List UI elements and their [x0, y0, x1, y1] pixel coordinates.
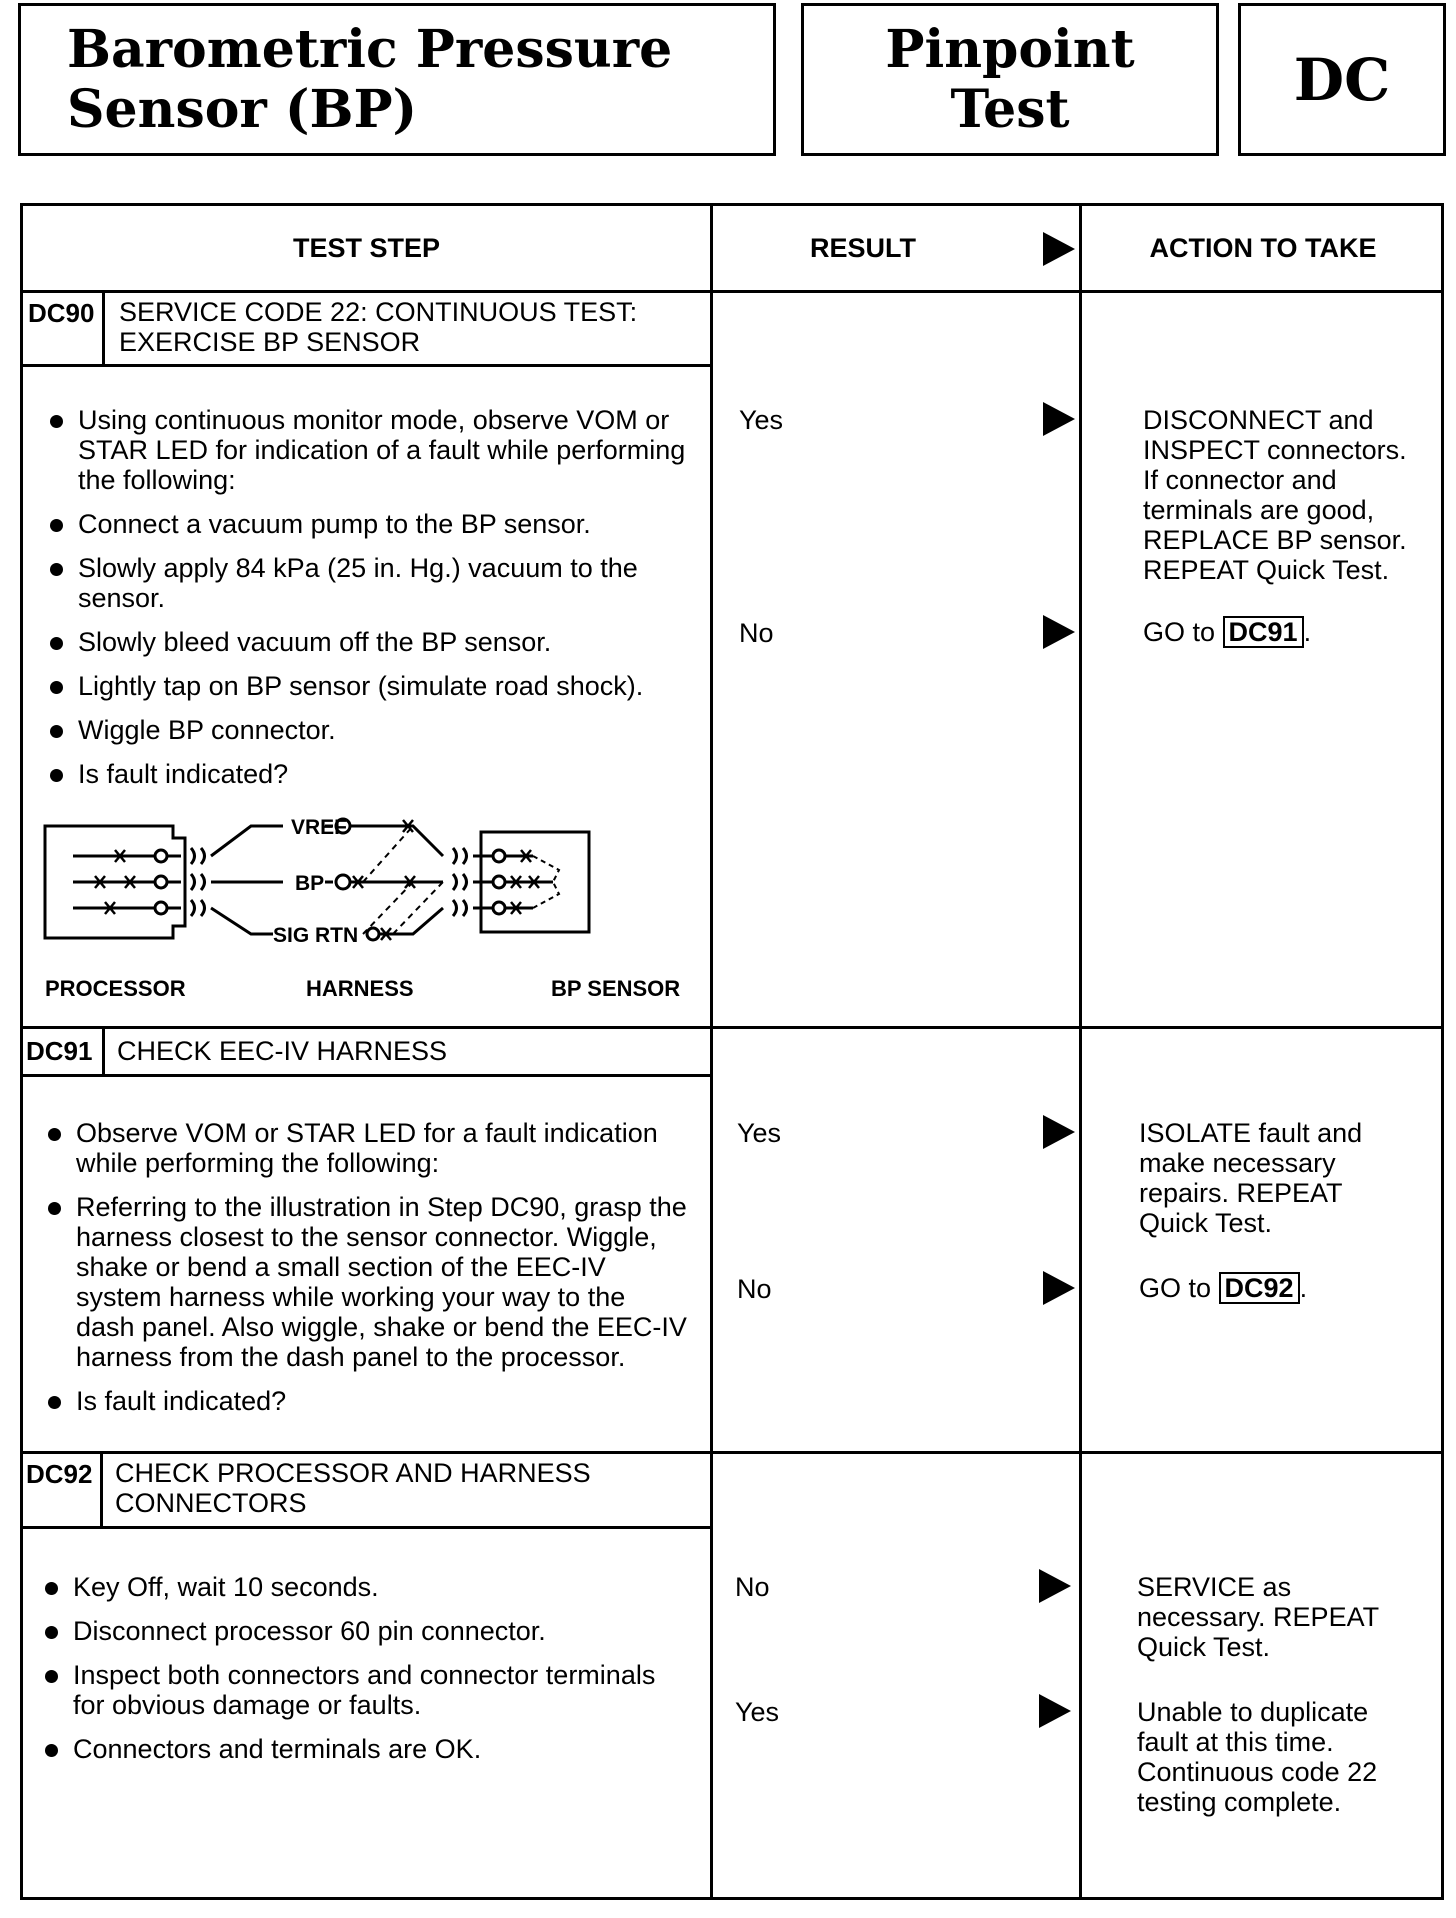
dc90-result-yes: Yes	[739, 405, 784, 435]
dc90-result-no: No	[739, 618, 774, 648]
test-type-line1: Pinpoint	[885, 19, 1135, 80]
dc90-yes-arrow-icon	[1043, 402, 1075, 436]
dc92-title-line1: CHECK PROCESSOR AND HARNESS	[115, 1458, 591, 1488]
dc91-no-arrow-icon	[1043, 1271, 1075, 1305]
dc90-title	[119, 297, 637, 357]
action-line: testing complete.	[1137, 1787, 1342, 1817]
test-type-line2: Test	[950, 79, 1070, 140]
action-line: necessary. REPEAT	[1137, 1602, 1380, 1632]
dc90-title-underline	[23, 364, 710, 367]
list-item: Observe VOM or STAR LED for a fault indication while performing the following:	[46, 1118, 691, 1178]
dc90-code-divider	[102, 290, 105, 367]
dc91-bottom-divider	[23, 1451, 1441, 1454]
label-bp-sensor: BP SENSOR	[551, 976, 681, 1001]
dc91-yes-arrow-icon	[1043, 1115, 1075, 1149]
action-line: Continuous code 22	[1137, 1757, 1378, 1787]
action-line: repairs. REPEAT	[1139, 1178, 1343, 1208]
wiring-diagram	[33, 816, 703, 966]
title-line1: Barometric Pressure	[67, 19, 673, 80]
title-line2: Sensor (BP)	[67, 79, 418, 140]
action-line: If connector and	[1143, 465, 1337, 495]
action-line: terminals are good,	[1143, 495, 1375, 525]
col-arrow-icon	[1043, 232, 1075, 266]
dc92-result-no: No	[735, 1572, 770, 1602]
action-line: SERVICE as	[1137, 1572, 1292, 1602]
col-result: RESULT	[810, 232, 916, 263]
dc92-code-divider	[100, 1451, 103, 1529]
section-code: DC	[1293, 46, 1391, 114]
list-item: Slowly bleed vacuum off the BP sensor.	[48, 627, 688, 657]
action-line: ISOLATE fault and	[1139, 1118, 1363, 1148]
goto-text: GO to	[1143, 617, 1216, 647]
col-action: ACTION TO TAKE	[1149, 232, 1377, 263]
dc90-action-yes	[1143, 405, 1443, 585]
page-title	[67, 20, 672, 140]
dc91-title: CHECK EEC-IV HARNESS	[117, 1036, 448, 1066]
dc91-title-underline	[23, 1074, 710, 1077]
action-line: REPEAT Quick Test.	[1143, 555, 1390, 585]
dc92-title	[115, 1458, 591, 1518]
action-line: DISCONNECT and	[1143, 405, 1374, 435]
list-item: Inspect both connectors and connector terminals for obvious damage or faults.	[43, 1660, 663, 1720]
header-underline	[23, 290, 1441, 293]
dc92-action-yes	[1137, 1697, 1437, 1817]
col-test-step: TEST STEP	[292, 232, 441, 263]
dc92-bullets	[43, 1572, 663, 1778]
list-item: Connect a vacuum pump to the BP sensor.	[48, 509, 688, 539]
action-line: REPLACE BP sensor.	[1143, 525, 1407, 555]
action-line: fault at this time.	[1137, 1727, 1334, 1757]
list-item: Slowly apply 84 kPa (25 in. Hg.) vacuum to the sensor.	[48, 553, 688, 613]
dc91-code-divider	[102, 1026, 105, 1076]
list-item: Key Off, wait 10 seconds.	[43, 1572, 663, 1602]
wire-label-vref: VREF	[291, 816, 348, 839]
dc90-action-no	[1143, 616, 1443, 648]
dc91-action-no	[1139, 1272, 1439, 1304]
list-item: Lightly tap on BP sensor (simulate road shock).	[48, 671, 688, 701]
test-type	[804, 20, 1216, 140]
dc91-action-yes	[1139, 1118, 1439, 1238]
dc90-code: DC90	[28, 298, 95, 328]
dc90-title-line2: EXERCISE BP SENSOR	[119, 327, 421, 357]
dc92-code: DC92	[26, 1459, 93, 1489]
col-divider-2	[1079, 206, 1082, 1897]
dc92-title-line2: CONNECTORS	[115, 1488, 307, 1518]
dc91-bullets	[46, 1118, 691, 1430]
list-item: Disconnect processor 60 pin connector.	[43, 1616, 663, 1646]
action-line: Quick Test.	[1137, 1632, 1271, 1662]
list-item: Is fault indicated?	[46, 1386, 691, 1416]
goto-text: GO to	[1139, 1273, 1212, 1303]
dc92-no-arrow-icon	[1039, 1569, 1071, 1603]
dc92-yes-arrow-icon	[1039, 1694, 1071, 1728]
test-table	[20, 203, 1444, 1900]
dc92-result-yes: Yes	[735, 1697, 780, 1727]
dc92-action-no	[1137, 1572, 1437, 1662]
col-divider-1	[710, 206, 713, 1897]
title-box	[18, 3, 776, 156]
dc91-code: DC91	[26, 1036, 93, 1066]
goto-dc91-link[interactable]: DC91	[1223, 616, 1304, 648]
action-line: Quick Test.	[1139, 1208, 1273, 1238]
test-type-box	[801, 3, 1219, 156]
goto-dc92-link[interactable]: DC92	[1219, 1272, 1300, 1304]
dc92-title-underline	[23, 1526, 710, 1529]
dc90-title-line1: SERVICE CODE 22: CONTINUOUS TEST:	[119, 297, 638, 327]
goto-suffix: .	[1299, 1273, 1308, 1303]
dc91-result-yes: Yes	[737, 1118, 782, 1148]
wire-label-sig-rtn: SIG RTN	[273, 924, 359, 947]
code-box	[1238, 3, 1446, 156]
action-line: INSPECT connectors.	[1143, 435, 1407, 465]
label-harness: HARNESS	[306, 976, 414, 1001]
list-item: Wiggle BP connector.	[48, 715, 688, 745]
wire-label-bp: BP	[295, 872, 325, 895]
goto-suffix: .	[1303, 617, 1312, 647]
action-line: Unable to duplicate	[1137, 1697, 1369, 1727]
dc90-bottom-divider	[23, 1026, 1441, 1029]
list-item: Using continuous monitor mode, observe VOM or STAR LED for indication of a fault while performing the following:	[48, 405, 688, 495]
list-item: Connectors and terminals are OK.	[43, 1734, 663, 1764]
dc91-result-no: No	[737, 1274, 772, 1304]
label-processor: PROCESSOR	[45, 976, 186, 1001]
action-line: make necessary	[1139, 1148, 1336, 1178]
dc90-bullets	[48, 405, 688, 803]
list-item: Referring to the illustration in Step DC90, grasp the harness closest to the sensor connector. Wiggle, shake or bend a small section of the EEC-IV system harness while working your way to the dash panel. Also wiggle, shake or bend the EEC-IV harness from the dash panel to the processor.	[46, 1192, 691, 1372]
dc90-no-arrow-icon	[1043, 615, 1075, 649]
list-item: Is fault indicated?	[48, 759, 688, 789]
